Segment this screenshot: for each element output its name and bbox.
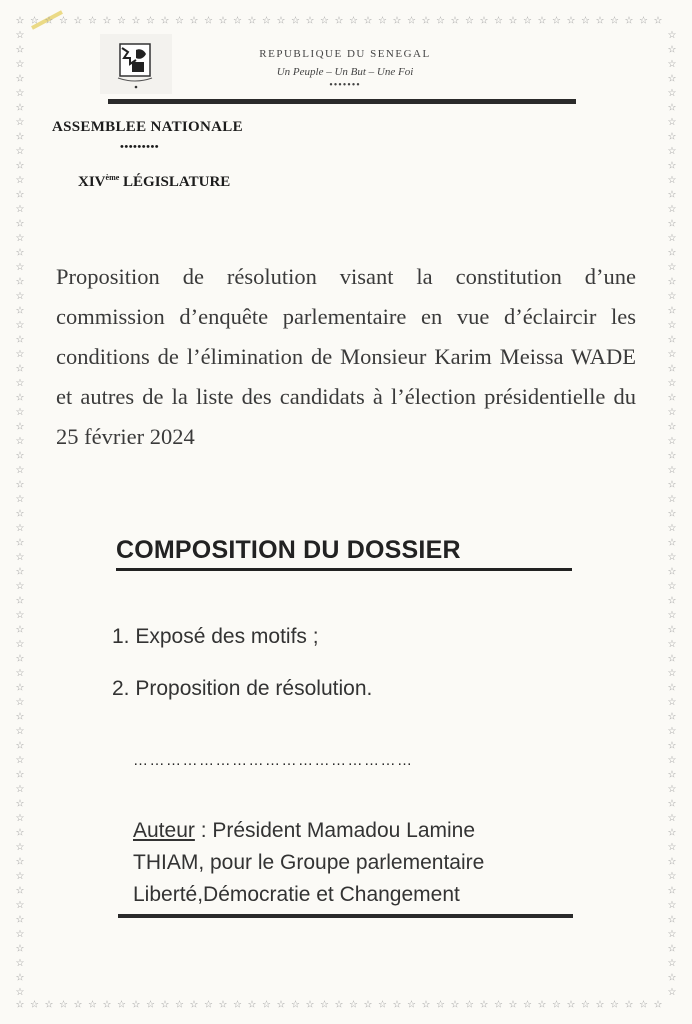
svg-text:☆: ☆ <box>378 15 387 27</box>
svg-text:☆: ☆ <box>15 581 25 592</box>
svg-text:☆: ☆ <box>667 247 677 259</box>
svg-text:☆: ☆ <box>667 363 677 375</box>
svg-text:☆: ☆ <box>552 15 561 27</box>
svg-text:☆: ☆ <box>276 999 286 1010</box>
svg-text:☆: ☆ <box>334 15 344 27</box>
svg-text:☆: ☆ <box>160 15 170 27</box>
svg-text:☆: ☆ <box>15 871 25 882</box>
svg-text:☆: ☆ <box>667 624 677 636</box>
svg-text:☆: ☆ <box>15 697 25 708</box>
national-motto: Un Peuple – Un But – Une Foi <box>276 66 414 78</box>
svg-text:☆: ☆ <box>291 15 300 27</box>
svg-text:☆: ☆ <box>15 204 25 215</box>
svg-text:☆: ☆ <box>667 682 677 694</box>
svg-text:☆: ☆ <box>15 827 25 839</box>
svg-text:☆: ☆ <box>15 784 25 795</box>
republic-name: REPUBLIQUE DU SENEGAL <box>259 48 431 60</box>
svg-text:☆: ☆ <box>667 508 677 520</box>
motto-dots: ••••••• <box>329 80 361 91</box>
svg-text:☆: ☆ <box>15 769 25 781</box>
svg-text:☆: ☆ <box>349 15 358 27</box>
svg-text:☆: ☆ <box>610 15 619 27</box>
svg-text:☆: ☆ <box>73 15 83 27</box>
svg-text:☆: ☆ <box>581 999 590 1010</box>
svg-text:☆: ☆ <box>15 247 25 259</box>
svg-text:☆: ☆ <box>667 784 677 795</box>
svg-text:☆: ☆ <box>436 999 445 1010</box>
svg-text:☆: ☆ <box>15 479 25 491</box>
svg-text:☆: ☆ <box>320 15 329 27</box>
svg-text:☆: ☆ <box>392 15 402 27</box>
author-label: Auteur <box>133 819 195 842</box>
svg-text:☆: ☆ <box>667 668 677 679</box>
svg-text:☆: ☆ <box>15 88 25 99</box>
svg-text:☆: ☆ <box>102 15 112 27</box>
svg-text:☆: ☆ <box>15 334 25 346</box>
svg-text:☆: ☆ <box>15 44 25 56</box>
svg-text:☆: ☆ <box>189 15 199 27</box>
author-block <box>133 815 633 911</box>
svg-text:☆: ☆ <box>15 436 25 447</box>
svg-text:☆: ☆ <box>15 15 25 27</box>
svg-text:☆: ☆ <box>15 465 25 476</box>
svg-text:☆: ☆ <box>595 999 605 1010</box>
svg-text:☆: ☆ <box>15 305 25 317</box>
svg-text:☆: ☆ <box>523 15 532 27</box>
svg-text:☆: ☆ <box>15 262 25 273</box>
svg-text:☆: ☆ <box>450 999 460 1010</box>
legislature <box>78 173 230 191</box>
svg-text:☆: ☆ <box>624 15 634 27</box>
svg-text:☆: ☆ <box>88 15 97 27</box>
svg-text:☆: ☆ <box>146 15 155 27</box>
svg-text:☆: ☆ <box>667 639 677 650</box>
svg-text:☆: ☆ <box>334 999 344 1010</box>
svg-text:☆: ☆ <box>610 999 619 1010</box>
svg-text:☆: ☆ <box>305 15 315 27</box>
svg-text:☆: ☆ <box>624 999 634 1010</box>
svg-text:☆: ☆ <box>233 999 242 1010</box>
svg-text:☆: ☆ <box>15 102 25 114</box>
svg-text:☆: ☆ <box>667 392 677 404</box>
svg-text:☆: ☆ <box>667 189 677 201</box>
svg-text:☆: ☆ <box>667 769 677 781</box>
svg-text:☆: ☆ <box>667 204 677 215</box>
svg-text:☆: ☆ <box>667 450 677 462</box>
svg-text:☆: ☆ <box>15 943 25 955</box>
svg-text:☆: ☆ <box>15 682 25 694</box>
svg-text:☆: ☆ <box>465 15 474 27</box>
svg-text:☆: ☆ <box>667 958 677 969</box>
svg-text:☆: ☆ <box>667 262 677 273</box>
svg-text:☆: ☆ <box>667 566 677 578</box>
svg-text:☆: ☆ <box>15 320 25 331</box>
svg-text:☆: ☆ <box>15 914 25 926</box>
svg-text:☆: ☆ <box>218 15 228 27</box>
svg-text:☆: ☆ <box>15 856 25 868</box>
svg-text:☆: ☆ <box>639 15 648 27</box>
svg-text:☆: ☆ <box>15 73 25 85</box>
svg-text:☆: ☆ <box>667 436 677 447</box>
svg-text:☆: ☆ <box>667 305 677 317</box>
svg-text:☆: ☆ <box>15 59 25 70</box>
svg-text:☆: ☆ <box>15 160 25 172</box>
institution-dots: ••••••••• <box>120 141 160 153</box>
svg-text:☆: ☆ <box>59 15 68 27</box>
legislature-label: LÉGISLATURE <box>119 174 231 190</box>
svg-text:☆: ☆ <box>667 88 677 99</box>
svg-text:☆: ☆ <box>450 15 460 27</box>
svg-text:☆: ☆ <box>15 392 25 404</box>
svg-text:☆: ☆ <box>15 566 25 578</box>
svg-text:☆: ☆ <box>667 711 677 723</box>
svg-text:☆: ☆ <box>15 726 25 737</box>
resolution-description: Proposition de résolution visant la constitution d’une commission d’enquête parlementaire en vue d’éclaircir les conditions de l’élimination de Monsieur Karim Meissa WADE et autres de la liste des candidats à l’élection présidentielle du 25 février 2024 <box>56 264 636 449</box>
svg-text:☆: ☆ <box>15 146 25 157</box>
composition-item: 2. Proposition de résolution. <box>112 677 373 700</box>
svg-text:☆: ☆ <box>667 914 677 926</box>
author-title-name: : Président Mamadou Lamine <box>194 819 476 842</box>
author-line-1 <box>133 815 633 847</box>
svg-text:☆: ☆ <box>88 999 97 1010</box>
svg-text:☆: ☆ <box>667 465 677 476</box>
svg-text:☆: ☆ <box>15 740 25 752</box>
svg-text:☆: ☆ <box>247 999 257 1010</box>
svg-text:☆: ☆ <box>15 885 25 897</box>
legislature-ordinal: ème <box>105 173 120 182</box>
svg-text:☆: ☆ <box>363 15 373 27</box>
svg-text:☆: ☆ <box>667 479 677 491</box>
svg-text:☆: ☆ <box>15 117 25 128</box>
svg-text:☆: ☆ <box>667 276 677 288</box>
composition-item: 1. Exposé des motifs ; <box>112 625 319 648</box>
svg-text:☆: ☆ <box>15 653 25 665</box>
svg-text:☆: ☆ <box>15 929 25 940</box>
svg-text:☆: ☆ <box>667 726 677 737</box>
dotted-separator: …………………………………………… <box>133 752 414 769</box>
svg-text:☆: ☆ <box>537 999 547 1010</box>
author-line-2: THIAM, pour le Groupe parlementaire <box>133 851 485 874</box>
svg-text:☆: ☆ <box>667 218 677 230</box>
institution-name: ASSEMBLEE NATIONALE <box>52 119 243 135</box>
svg-text:☆: ☆ <box>653 15 663 27</box>
svg-text:☆: ☆ <box>581 15 590 27</box>
svg-text:☆: ☆ <box>291 999 300 1010</box>
svg-text:☆: ☆ <box>667 117 677 128</box>
svg-text:☆: ☆ <box>15 610 25 621</box>
svg-text:☆: ☆ <box>667 740 677 752</box>
svg-text:☆: ☆ <box>595 15 605 27</box>
svg-text:☆: ☆ <box>15 972 25 984</box>
svg-text:☆: ☆ <box>667 30 677 41</box>
svg-text:☆: ☆ <box>15 131 25 143</box>
svg-text:☆: ☆ <box>204 15 213 27</box>
svg-text:☆: ☆ <box>667 407 677 418</box>
svg-text:☆: ☆ <box>667 44 677 56</box>
svg-text:☆: ☆ <box>667 813 677 824</box>
svg-text:☆: ☆ <box>667 595 677 607</box>
svg-text:☆: ☆ <box>117 999 126 1010</box>
svg-text:☆: ☆ <box>421 999 431 1010</box>
svg-text:☆: ☆ <box>146 999 155 1010</box>
svg-text:☆: ☆ <box>667 755 677 766</box>
svg-text:☆: ☆ <box>566 15 576 27</box>
svg-text:☆: ☆ <box>131 999 141 1010</box>
svg-text:☆: ☆ <box>30 999 39 1010</box>
svg-text:☆: ☆ <box>465 999 474 1010</box>
svg-text:☆: ☆ <box>667 73 677 85</box>
svg-text:☆: ☆ <box>667 146 677 157</box>
svg-text:☆: ☆ <box>247 15 257 27</box>
svg-text:☆: ☆ <box>15 189 25 201</box>
svg-text:☆: ☆ <box>131 15 141 27</box>
svg-text:☆: ☆ <box>15 537 25 549</box>
svg-text:☆: ☆ <box>667 900 677 911</box>
svg-text:☆: ☆ <box>44 15 54 27</box>
svg-text:☆: ☆ <box>667 494 677 505</box>
svg-text:☆: ☆ <box>667 581 677 592</box>
svg-text:☆: ☆ <box>552 999 561 1010</box>
svg-text:☆: ☆ <box>494 999 503 1010</box>
svg-text:☆: ☆ <box>305 999 315 1010</box>
svg-text:☆: ☆ <box>639 999 648 1010</box>
svg-text:☆: ☆ <box>508 999 518 1010</box>
svg-text:☆: ☆ <box>15 363 25 375</box>
svg-text:☆: ☆ <box>407 15 416 27</box>
svg-text:☆: ☆ <box>523 999 532 1010</box>
svg-text:☆: ☆ <box>667 102 677 114</box>
svg-text:☆: ☆ <box>667 334 677 346</box>
svg-text:☆: ☆ <box>378 999 387 1010</box>
svg-text:☆: ☆ <box>15 711 25 723</box>
svg-text:☆: ☆ <box>15 407 25 418</box>
svg-text:☆: ☆ <box>15 624 25 636</box>
svg-text:☆: ☆ <box>667 798 677 810</box>
svg-text:☆: ☆ <box>15 175 25 186</box>
svg-text:☆: ☆ <box>667 929 677 940</box>
svg-text:☆: ☆ <box>15 755 25 766</box>
svg-text:☆: ☆ <box>15 813 25 824</box>
composition-underline <box>116 568 572 571</box>
svg-text:☆: ☆ <box>15 595 25 607</box>
svg-text:☆: ☆ <box>667 131 677 143</box>
svg-text:☆: ☆ <box>653 999 663 1010</box>
svg-text:☆: ☆ <box>218 999 228 1010</box>
svg-text:☆: ☆ <box>667 842 677 853</box>
svg-text:☆: ☆ <box>320 999 329 1010</box>
svg-text:☆: ☆ <box>15 291 25 302</box>
svg-text:☆: ☆ <box>117 15 126 27</box>
svg-text:☆: ☆ <box>363 999 373 1010</box>
svg-text:☆: ☆ <box>233 15 242 27</box>
svg-text:☆: ☆ <box>15 900 25 911</box>
header-rule <box>108 99 576 104</box>
svg-text:☆: ☆ <box>15 450 25 462</box>
svg-text:☆: ☆ <box>15 958 25 969</box>
svg-text:☆: ☆ <box>204 999 213 1010</box>
svg-text:☆: ☆ <box>667 421 677 433</box>
svg-text:☆: ☆ <box>667 653 677 665</box>
svg-text:☆: ☆ <box>392 999 402 1010</box>
svg-text:☆: ☆ <box>15 842 25 853</box>
legislature-number: XIV <box>78 174 106 190</box>
svg-text:☆: ☆ <box>667 175 677 186</box>
svg-text:☆: ☆ <box>15 218 25 230</box>
svg-text:☆: ☆ <box>175 999 184 1010</box>
svg-text:☆: ☆ <box>175 15 184 27</box>
senegal-coat-of-arms-icon <box>100 34 172 94</box>
svg-text:☆: ☆ <box>160 999 170 1010</box>
svg-text:☆: ☆ <box>262 999 271 1010</box>
composition-title: COMPOSITION DU DOSSIER <box>116 536 461 564</box>
svg-text:☆: ☆ <box>667 523 677 534</box>
svg-text:☆: ☆ <box>15 798 25 810</box>
svg-text:☆: ☆ <box>667 552 677 563</box>
svg-text:☆: ☆ <box>667 856 677 868</box>
svg-text:☆: ☆ <box>262 15 271 27</box>
svg-text:☆: ☆ <box>15 552 25 563</box>
svg-text:☆: ☆ <box>436 15 445 27</box>
svg-text:☆: ☆ <box>667 349 677 360</box>
svg-text:☆: ☆ <box>667 378 677 389</box>
svg-text:☆: ☆ <box>15 523 25 534</box>
svg-text:☆: ☆ <box>667 972 677 984</box>
svg-text:☆: ☆ <box>667 943 677 955</box>
svg-text:☆: ☆ <box>102 999 112 1010</box>
svg-text:☆: ☆ <box>421 15 431 27</box>
svg-text:☆: ☆ <box>667 320 677 331</box>
svg-text:☆: ☆ <box>15 668 25 679</box>
svg-text:☆: ☆ <box>15 987 25 998</box>
footer-rule <box>118 914 573 918</box>
svg-text:☆: ☆ <box>15 508 25 520</box>
svg-text:☆: ☆ <box>667 59 677 70</box>
svg-text:☆: ☆ <box>189 999 199 1010</box>
svg-text:☆: ☆ <box>566 999 576 1010</box>
svg-text:☆: ☆ <box>479 15 489 27</box>
svg-text:☆: ☆ <box>667 610 677 621</box>
svg-text:☆: ☆ <box>276 15 286 27</box>
svg-text:☆: ☆ <box>349 999 358 1010</box>
svg-text:☆: ☆ <box>15 999 25 1010</box>
svg-text:☆: ☆ <box>508 15 518 27</box>
svg-text:☆: ☆ <box>479 999 489 1010</box>
svg-text:☆: ☆ <box>59 999 68 1010</box>
svg-text:☆: ☆ <box>15 233 25 244</box>
svg-text:☆: ☆ <box>30 15 39 27</box>
svg-text:☆: ☆ <box>15 349 25 360</box>
author-line-3: Liberté,Démocratie et Changement <box>133 883 460 906</box>
svg-text:☆: ☆ <box>667 160 677 172</box>
svg-text:☆: ☆ <box>15 639 25 650</box>
svg-text:☆: ☆ <box>667 233 677 244</box>
svg-text:☆: ☆ <box>15 378 25 389</box>
svg-text:☆: ☆ <box>667 537 677 549</box>
svg-text:☆: ☆ <box>667 885 677 897</box>
svg-text:☆: ☆ <box>667 871 677 882</box>
svg-text:☆: ☆ <box>44 999 54 1010</box>
svg-text:☆: ☆ <box>15 494 25 505</box>
svg-text:☆: ☆ <box>667 291 677 302</box>
svg-text:☆: ☆ <box>494 15 503 27</box>
svg-text:☆: ☆ <box>667 987 677 998</box>
svg-text:☆: ☆ <box>15 30 25 41</box>
svg-text:☆: ☆ <box>407 999 416 1010</box>
svg-text:☆: ☆ <box>15 276 25 288</box>
svg-text:☆: ☆ <box>537 15 547 27</box>
svg-text:☆: ☆ <box>73 999 83 1010</box>
svg-text:☆: ☆ <box>15 421 25 433</box>
svg-text:☆: ☆ <box>667 697 677 708</box>
svg-text:☆: ☆ <box>667 827 677 839</box>
